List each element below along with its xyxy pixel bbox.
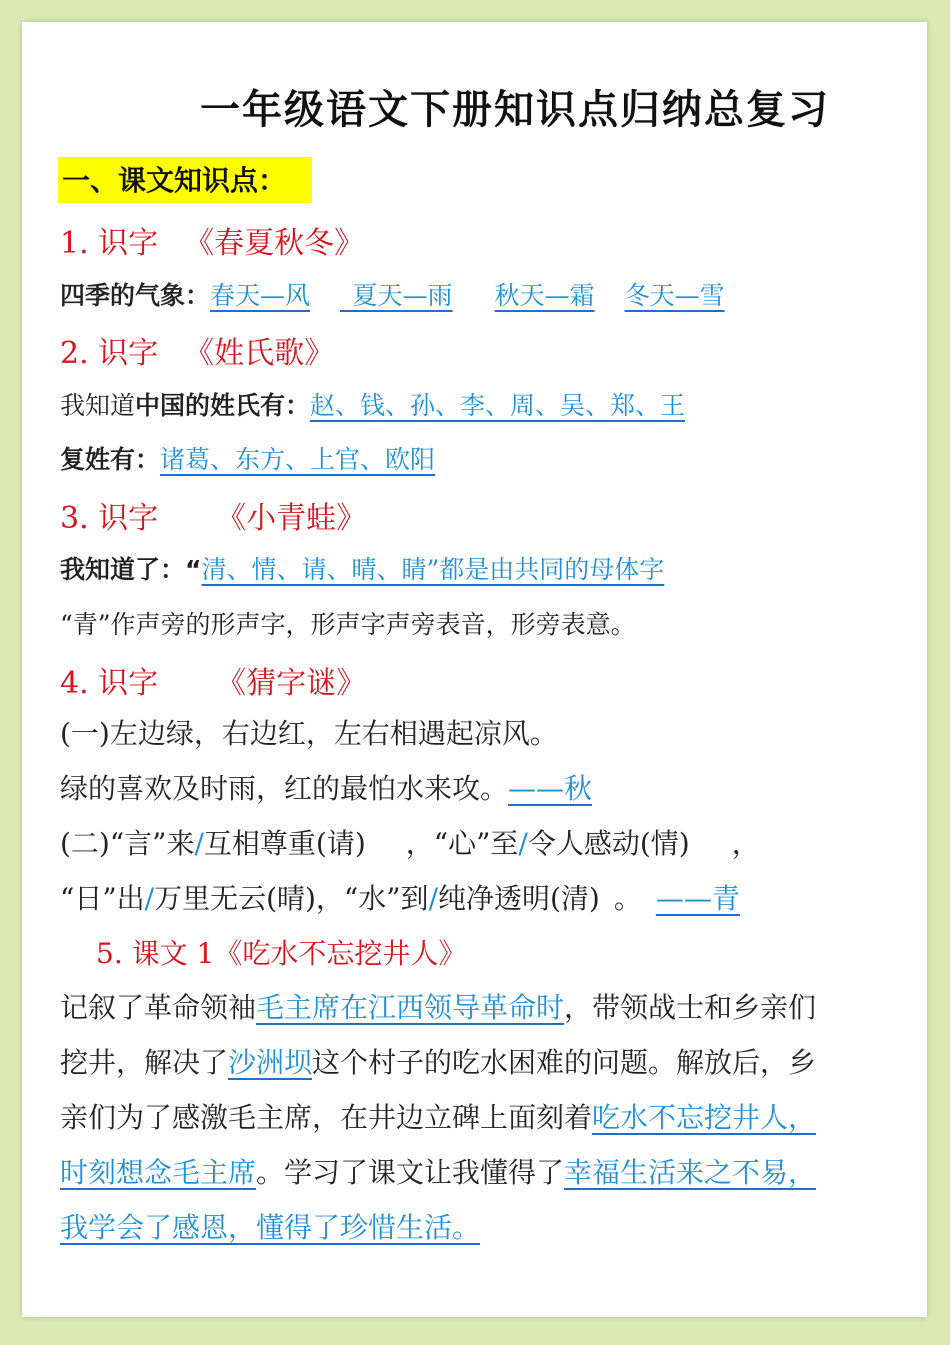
lesson2-number: 2. 识字	[60, 336, 159, 371]
lesson2-title: 《姓氏歌》	[184, 336, 335, 371]
riddle2-answer: ——青	[655, 882, 740, 915]
riddle2-part: 纯净透明(清)	[438, 882, 600, 915]
slash-mark: /	[518, 827, 528, 860]
lesson3-line2: “青”作声旁的形声字，形声字声旁表音，形旁表意。	[60, 610, 636, 639]
lesson1-weather-line	[60, 276, 725, 312]
lesson3-number: 3. 识字	[60, 501, 159, 536]
compound-label: 复姓有：	[60, 445, 161, 474]
lesson4-heading	[60, 658, 366, 702]
section-heading: 一、课文知识点：	[58, 157, 312, 203]
slash-mark: /	[144, 882, 155, 915]
riddle2-part: “日”出	[60, 882, 145, 915]
slash-mark: /	[428, 882, 438, 915]
lesson3-title: 《小青蛙》	[216, 501, 367, 536]
compound-surnames: 诸葛、东方、上官、欧阳	[160, 445, 436, 474]
lesson3-label: 我知道了：“	[60, 555, 202, 584]
paragraph-highlight: 吃水不忘挖井人，	[592, 1101, 817, 1134]
lesson1-label: 四季的气象：	[60, 281, 211, 310]
paragraph-highlight: 毛主席在江西领导革命时	[256, 991, 565, 1024]
lesson2-label-bold: 中国的姓氏有：	[135, 391, 311, 420]
paragraph-text: 。学习了课文让我懂得了	[256, 1156, 565, 1189]
riddle2-part: (二)“言”来	[60, 827, 195, 860]
riddle1-line2	[60, 767, 592, 807]
lesson1-heading	[60, 218, 364, 262]
lesson2-compound-line	[60, 440, 435, 476]
riddle1-answer: ——秋	[508, 772, 593, 805]
lesson5-para-line	[60, 986, 816, 1026]
lesson4-title: 《猜字谜》	[216, 666, 367, 701]
paragraph-text: 挖井，解决了	[60, 1046, 229, 1079]
paragraph-text: ，带领战士和乡亲们	[564, 991, 817, 1024]
season-item: 春天—风	[210, 281, 311, 310]
season-item: 夏天—雨	[352, 281, 453, 310]
riddle2-part: 。	[613, 882, 642, 915]
lesson1-title: 《春夏秋冬》	[184, 226, 365, 261]
riddle1-line1: (一)左边绿，右边红，左右相遇起凉风。	[60, 717, 558, 750]
riddle2-part: ，	[731, 827, 760, 860]
lesson4-number: 4. 识字	[60, 666, 159, 701]
riddle2-part: 互相尊重(请)	[203, 827, 366, 860]
lesson2-heading	[60, 328, 334, 372]
riddle2-line2	[60, 877, 740, 917]
season-item: 秋天—霜	[494, 281, 595, 310]
lesson2-surnames-line	[60, 386, 685, 422]
lesson1-number: 1. 识字	[60, 226, 159, 261]
riddle2-part: 令人感动(情)	[527, 827, 690, 860]
lesson5-para-line	[60, 1206, 480, 1246]
paragraph-text: 亲们为了感激毛主席，在井边立碑上面刻着	[60, 1101, 593, 1134]
paragraph-highlight: 我学会了感恩，懂得了珍惜生活。	[60, 1211, 481, 1244]
paragraph-text: 这个村子的吃水困难的问题。解放后，乡	[312, 1046, 817, 1079]
paragraph-highlight: 沙洲坝	[228, 1046, 313, 1079]
lesson5-para-line	[60, 1151, 816, 1191]
riddle2-part: 万里无云(晴)，“水”到	[154, 882, 429, 915]
lesson3-heading	[60, 493, 366, 537]
lesson5-para-line	[60, 1041, 816, 1081]
riddle1-text: 绿的喜欢及时雨，红的最怕水来攻。	[60, 772, 509, 805]
lesson5-heading: 5. 课文 1《吃水不忘挖井人》	[96, 937, 467, 970]
lesson3-line1	[60, 550, 664, 586]
season-item: 冬天—雪	[624, 281, 725, 310]
paragraph-highlight: 时刻想念毛主席	[60, 1156, 257, 1189]
paragraph-highlight: 幸福生活来之不易，	[564, 1156, 817, 1189]
surnames-list: 赵、钱、孙、李、周、吴、郑、王	[310, 391, 686, 420]
lesson5-para-line	[60, 1096, 816, 1136]
lesson2-label-plain: 我知道	[60, 391, 136, 420]
riddle2-part: ，“心”至	[405, 827, 519, 860]
slash-mark: /	[194, 827, 204, 860]
lesson3-answer: 清、情、请、晴、睛”都是由共同的母体字	[201, 555, 665, 584]
riddle2-line1	[60, 822, 760, 862]
paragraph-text: 记叙了革命领袖	[60, 991, 257, 1024]
page-title: 一年级语文下册知识点归纳总复习	[200, 87, 830, 133]
